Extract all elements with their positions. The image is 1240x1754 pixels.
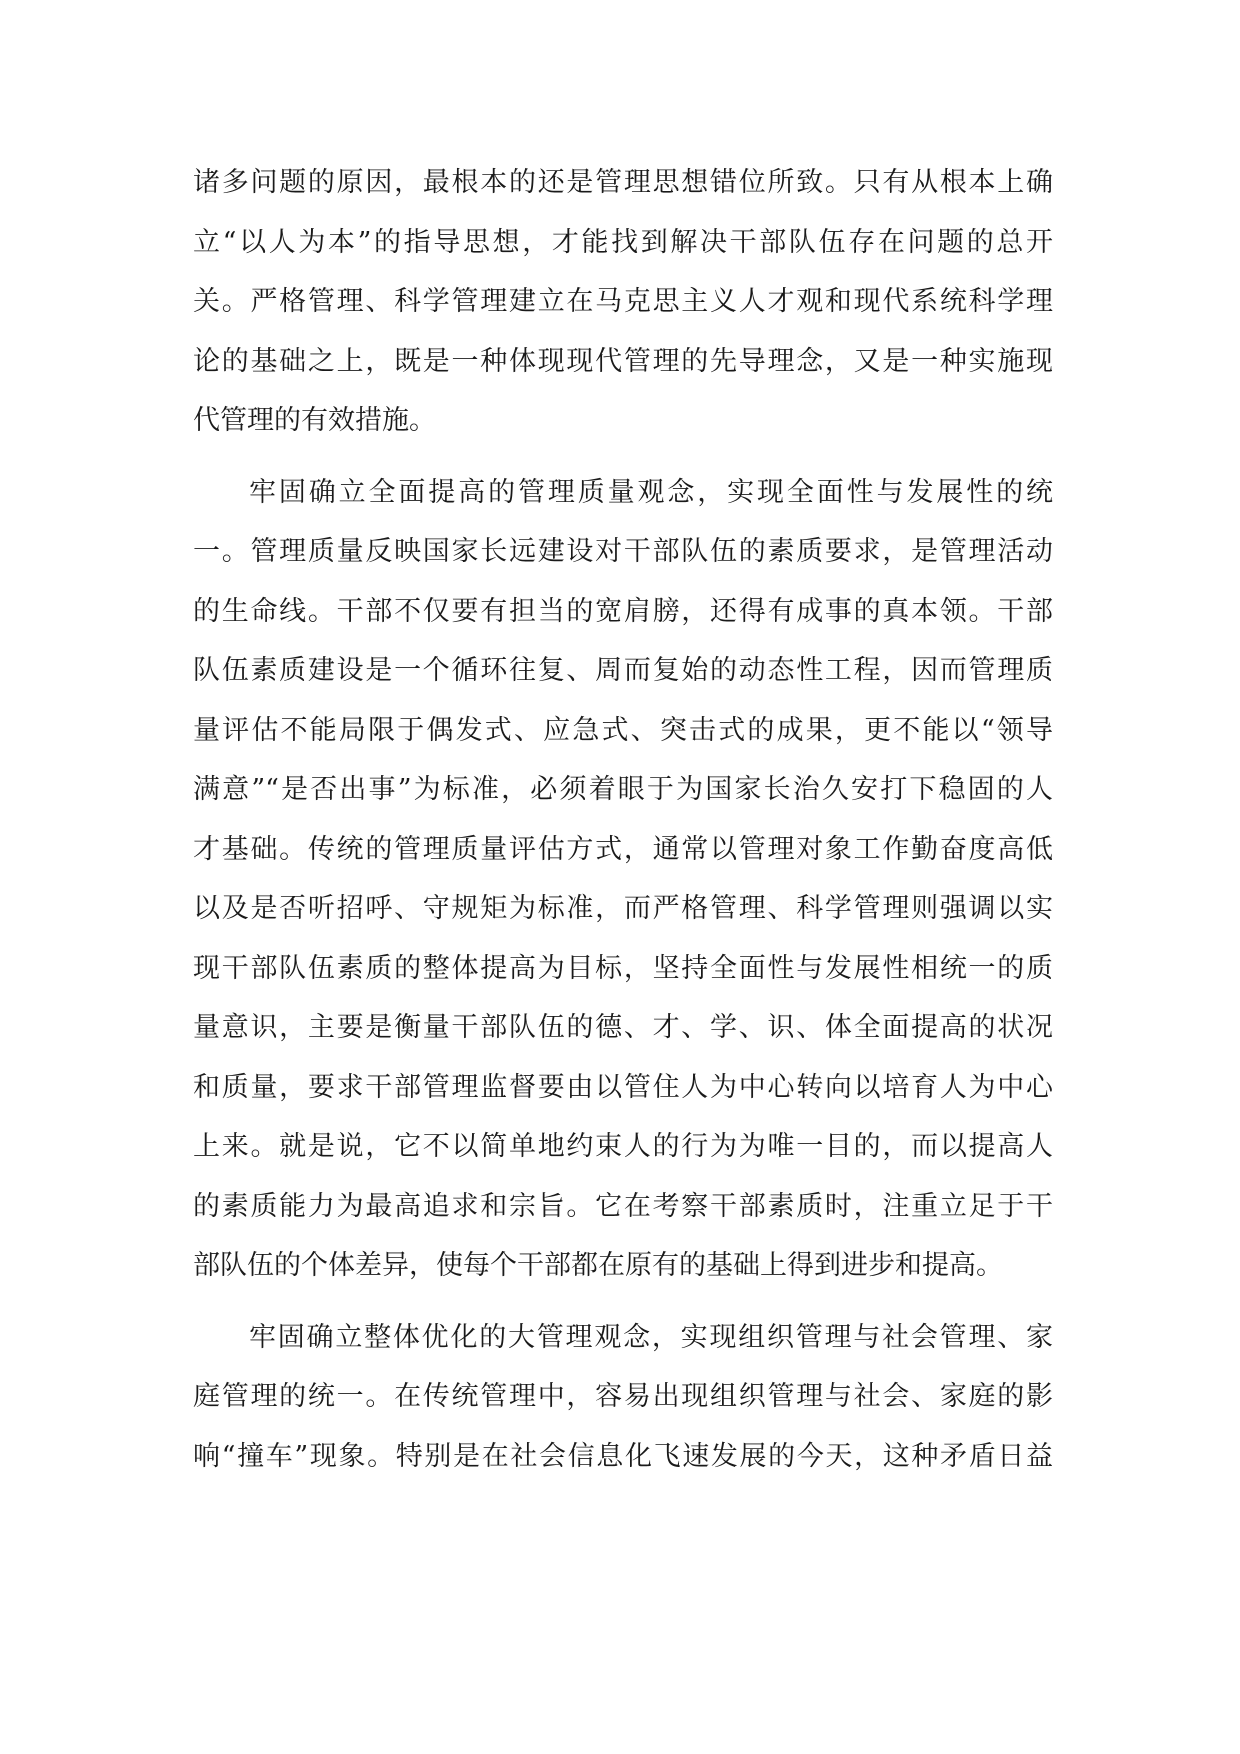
text-line: 量意识，主要是衡量干部队伍的德、才、学、识、体全面提高的状况 [193,1012,1053,1043]
text-line: 庭管理的统一。在传统管理中，容易出现组织管理与社会、家庭的影 [193,1381,1053,1412]
text-line: 一。管理质量反映国家长远建设对干部队伍的素质要求，是管理活动 [193,536,1053,567]
text-line: 和质量，要求干部管理监督要由以管住人为中心转向以培育人为中心 [193,1071,1053,1103]
document-body [193,153,1053,1486]
text-line: 的素质能力为最高追求和宗旨。它在考察干部素质时，注重立足于干 [193,1190,1053,1222]
text-line: 满意”“是否出事”为标准，必须着眼于为国家长治久安打下稳固的人 [193,774,1053,805]
text-line: 诸多问题的原因，最根本的还是管理思想错位所致。只有从根本上确 [193,167,1053,198]
text-line: 上来。就是说，它不以简单地约束人的行为为唯一目的，而以提高人 [193,1131,1053,1162]
text-line: 队伍素质建设是一个循环往复、周而复始的动态性工程，因而管理质 [193,655,1053,686]
text-line: 关。严格管理、科学管理建立在马克思主义人才观和现代系统科学理 [193,286,1053,317]
paragraph-2 [193,463,1053,1296]
text-line: 现干部队伍素质的整体提高为目标，坚持全面性与发展性相统一的质 [193,952,1053,984]
text-line: 响“撞车”现象。特别是在社会信息化飞速发展的今天，这种矛盾日益 [193,1440,1053,1472]
text-line: 牢固确立整体优化的大管理观念，实现组织管理与社会管理、家 [249,1321,1053,1353]
paragraph-spacer [193,451,1053,463]
text-line: 代管理的有效措施。 [193,405,436,436]
paragraph-3 [193,1308,1053,1487]
text-line: 牢固确立全面提高的管理质量观念，实现全面性与发展性的统 [249,476,1053,508]
text-line: 以及是否听招呼、守规矩为标准，而严格管理、科学管理则强调以实 [193,893,1053,924]
text-line: 立“以人为本”的指导思想，才能找到解决干部队伍存在问题的总开 [193,226,1053,258]
text-line: 论的基础之上，既是一种体现现代管理的先导理念，又是一种实施现 [193,345,1053,377]
text-line: 的生命线。干部不仅要有担当的宽肩膀，还得有成事的真本领。干部 [193,595,1053,627]
paragraph-1 [193,153,1053,451]
paragraph-spacer [193,1296,1053,1308]
text-line: 部队伍的个体差异，使每个干部都在原有的基础上得到进步和提高。 [193,1250,1003,1281]
text-line: 才基础。传统的管理质量评估方式，通常以管理对象工作勤奋度高低 [193,833,1053,865]
text-line: 量评估不能局限于偶发式、应急式、突击式的成果，更不能以“领导 [193,714,1053,746]
